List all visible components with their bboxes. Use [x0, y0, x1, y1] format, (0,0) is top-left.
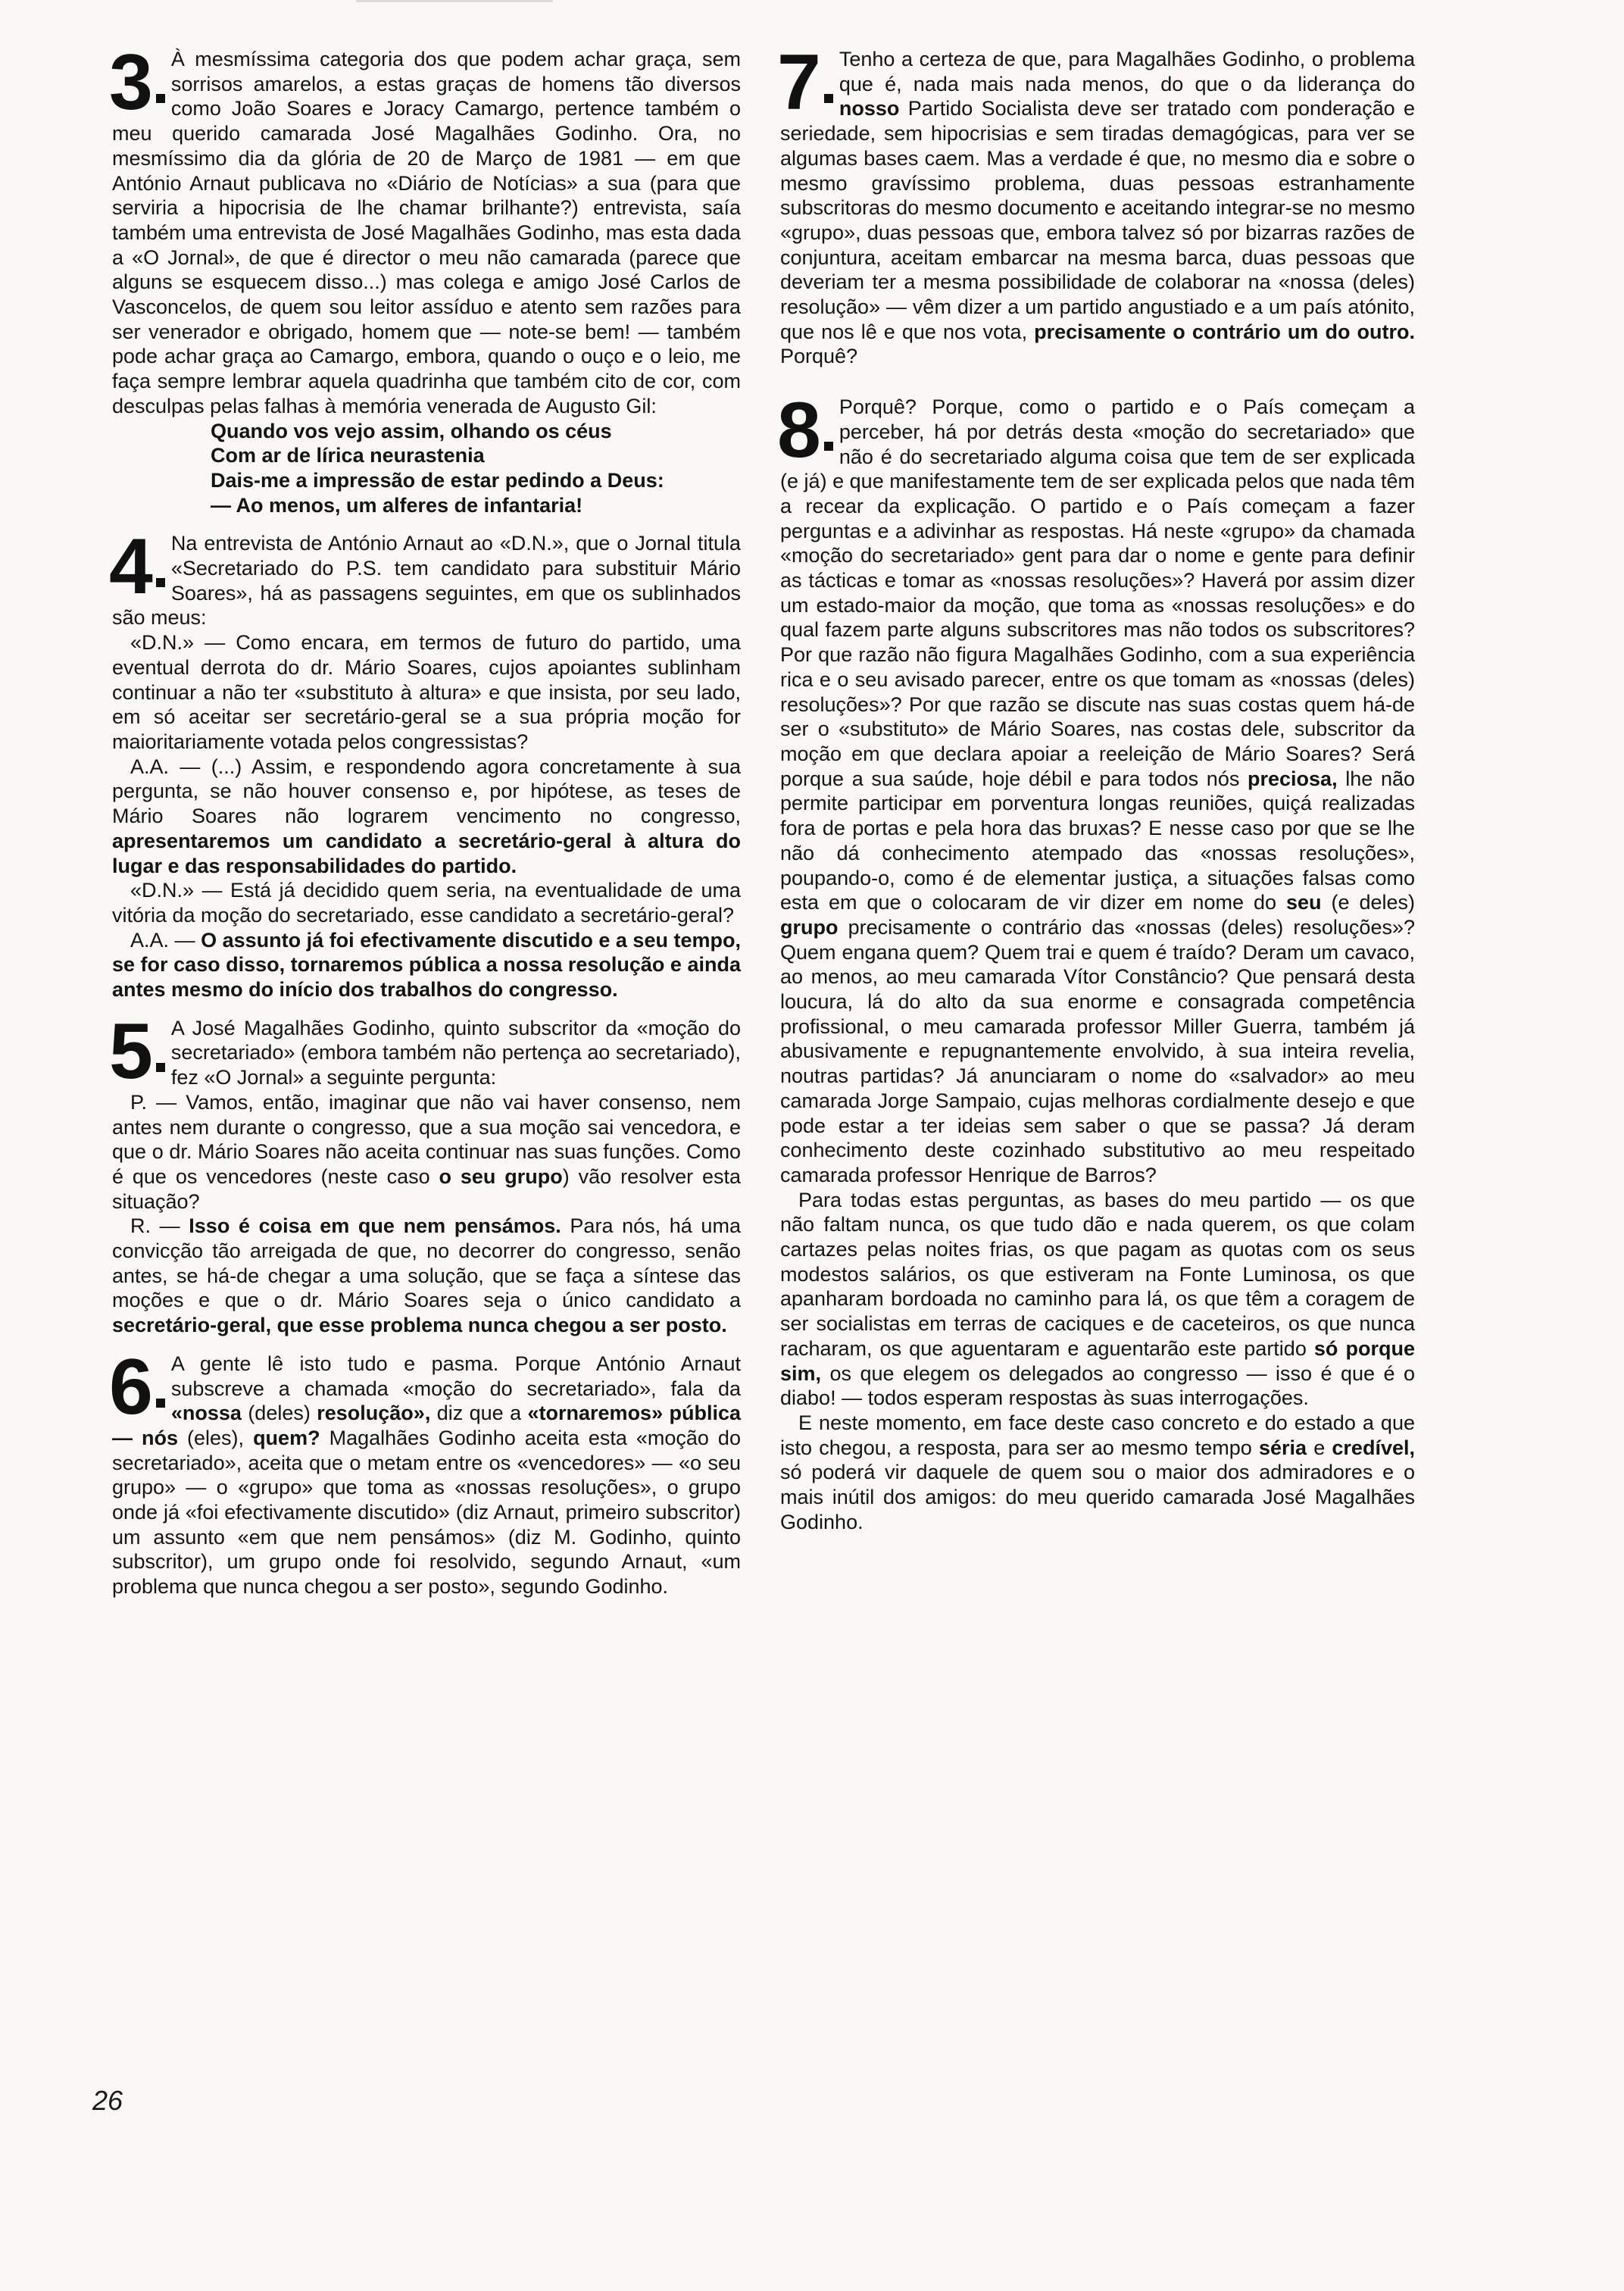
quoted-poem [112, 419, 741, 518]
section-number: 8 [777, 399, 833, 467]
section-number: 4 [109, 536, 165, 604]
interview-answer: A.A. — O assunto já foi efectivamente discutido e a seu tempo, se for caso disso, tornaremos pública a nossa resolução e ainda antes mesmo do início dos trabalhos do congresso. [112, 928, 741, 1002]
interview-question: «D.N.» — Está já decidido quem seria, na eventualidade de uma vitória da moção do secretariado, esse candidato a secretário-geral? [112, 879, 741, 927]
poem-line: Com ar de lírica neurastenia [211, 444, 485, 467]
section-5 [109, 1007, 742, 1338]
scan-top-edge [356, 0, 553, 2]
section-3-text: À mesmíssima categoria dos que podem achar graça, sem sorrisos amarelos, a estas graças de homens tão diversos como João Soares e Joracy Camargo, pertence também o meu querido camarada José Magalhães Godinho. Ora, no mesmíssimo dia da glória de 20 de Março de 1981 — em que António Arnaut publicava no «Diário de Notícias» a sua (para que serviria a hipocrisia de lhe chamar brilhante?) entrevista, saía também uma entrevista de José Magalhães Godinho, mas esta dada a «O Jornal», de que é director o meu não camarada (parece que alguns se esquecem disso...) mas colega e amigo José Carlos de Vasconcelos, de quem sou leitor assíduo e atento sem razões para ser venerador e obrigado, homem que — note-se bem! — também pode achar graça ao Camargo, embora, quando o ouço e o leio, me faça sempre lembrar aquela quadrinha que também cito de cor, com desculpas pelas falhas à memória venerada de Augusto Gil: [112, 48, 741, 417]
left-column [109, 39, 742, 1599]
section-8-conclusion: E neste momento, em face deste caso concreto e do estado a que isto chegou, a resposta, para ser ao mesmo tempo séria e credível, só poderá vir daquele de quem sou o maior dos admiradores e o mais inútil dos amigos: do meu querido camarada José Magalhães Godinho. [780, 1411, 1415, 1533]
section-4-intro: Na entrevista de António Arnaut ao «D.N.», que o Jornal titula «Secretariado do P.S. tem candidato para substituir Mário Soares», há as passagens seguintes, em que os sublinhados são meus: [112, 532, 741, 630]
section-number: 5 [109, 1020, 165, 1089]
right-column [777, 39, 1415, 1534]
section-number: 6 [109, 1356, 165, 1424]
section-8-text: Porquê? Porque, como o partido e o País começam a perceber, há por detrás desta «moção do secretariado» que não é do secretariado alguma coisa que tem de ser explicada (e já) e que manifestamente tem de ser explicada pelos que nada têm a recear da explicação. O partido e o País começam a fazer perguntas e a adivinhar as respostas. Há neste «grupo» da chamada «moção do secretariado» gent para dar o nome e gente para definir as tácticas e tomar as «nossas resoluções»? Haverá por assim dizer um estado-maior da moção, que toma as «nossas resoluções» e do qual fazem parte alguns subscritores mas não todos os subscritores? Por que razão não figura Magalhães Godinho, com a sua experiência rica e o seu avisado parecer, entre os que tomam as «nossas (deles) resoluções»? Por que razão se discute nas suas costas quem há-de ser o «substituto» de Mário Soares, nas costas dele, subscritor da moção em que declara apoiar a reeleição de Mário Soares? Será porque a sua saúde, hoje débil e para todos nós preciosa, lhe não permite participar em porventura longas reuniões, quiçá realizadas fora de portas e pela hora das bruxas? E nesse caso por que se lhe não dá conhecimento atempado das «nossas resoluções», poupando-o, como é de elementar justiça, a situações falsas como esta em que o colocaram de vir dizer em nome do seu (e deles) grupo precisamente o contrário das «nossas (deles) resoluções»? Quem engana quem? Quem trai e quem é traído? Deram um cavaco, ao menos, ao meu camarada Vítor Constâncio? Que pensará desta loucura, lá do alto da sua enorme e consagrada competência profissional, o meu camarada professor Miller Guerra, também já abusivamente e repugnantemente envolvido, à sua inteira revelia, noutras partidas? Já anunciaram o nome do «salvador» ao meu camarada Jorge Sampaio, cujas melhoras cordialmente desejo e que pode estar a ter ideias sem saber o que se passa? Já deram conhecimento deste cozinhado substitutivo ao meu respeitado camarada professor Henrique de Barros? [780, 395, 1415, 1186]
section-7-text: Tenho a certeza de que, para Magalhães Godinho, o problema que é, nada mais nada menos, do que o da liderança do nosso Partido Socialista deve ser tratado com ponderação e seriedade, sem hipocrisias e sem tiradas demagógicas, para ver se algumas bases caem. Mas a verdade é que, no mesmo dia e sobre o mesmo gravíssimo problema, duas pessoas estranhamente subscritoras do mesmo documento e aceitando integrar-se no mesmo «grupo», duas pessoas que, embora talvez só por bizarras razões de conjuntura, aceitam embarcar na mesma barca, duas pessoas que deveriam ter a mesma possibilidade de colaborar na «nossa (deles) resolução» — vêm dizer a um partido angustiado e a um país atónito, que nos lê e que nos vota, precisamente o contrário um do outro. Porquê? [780, 48, 1415, 368]
section-6-text: A gente lê isto tudo e pasma. Porque António Arnaut subscreve a chamada «moção do secretariado», fala da «nossa (deles) resolução», diz que a «tornaremos» pública — nós (eles), quem? Magalhães Godinho aceita esta «moção do secretariado», aceita que o metam entre os «vencedores» — «o seu grupo» — o «grupo» que toma as «nossas resoluções», o grupo onde já «foi efectivamente discutido» (diz Arnaut, primeiro subscritor) um assunto «em que nem pensámos» (diz M. Godinho, quinto subscritor), um grupo onde foi resolvido, segundo Arnaut, «um problema que nunca chegou a ser posto», segundo Godinho. [112, 1352, 741, 1599]
section-8 [777, 386, 1415, 1534]
section-8-paragraph: Para todas estas perguntas, as bases do meu partido — os que não faltam nunca, os que tudo dão e nada querem, os que colam cartazes pelas noites frias, os que pagam as quotas com os seus modestos salários, os que estiveram na Fonte Luminosa, os que apanharam bordoada no caminho para lá, os que têm a coragem de ser socialistas em terras de caciques e de caceteiros, os que nunca racharam, os que aguentaram e aguentarão este partido só porque sim, os que elegem os delegados ao congresso — isso é que é o diabo! — todos esperam respostas às suas interrogações. [780, 1188, 1415, 1410]
section-4 [109, 523, 741, 1002]
interview-question: P. — Vamos, então, imaginar que não vai haver consenso, nem antes nem durante o congresso, que a sua moção sai vencedora, e que o dr. Mário Soares não aceita continuar nas suas funções. Como é que os vencedores (neste caso o seu grupo) vão resolver esta situação? [112, 1090, 742, 1213]
poem-line: Dais-me a impressão de estar pedindo a Deus: [211, 468, 664, 492]
interview-answer: R. — Isso é coisa em que nem pensámos. Para nós, há uma convicção tão arreigada de que, no decorrer do congresso, senão antes, se há-de chegar a uma solução, que se faça a síntese das moções e que o dr. Mário Soares seja o único candidato a secretário-geral, que esse problema nunca chegou a ser posto. [112, 1214, 741, 1337]
section-7 [777, 39, 1415, 369]
section-number: 7 [777, 52, 833, 120]
interview-question: «D.N.» — Como encara, em termos de futuro do partido, uma eventual derrota do dr. Mário Soares, cujos apoiantes sublinham continuar a não ter «substituto à altura» e que insista, por seu lado, em só aceitar ser secretário-geral se a sua própria moção for maioritariamente votada pelos congressistas? [112, 631, 741, 753]
interview-answer: A.A. — (...) Assim, e respondendo agora concretamente à sua pergunta, se não houver consenso e, por hipótese, as teses de Mário Soares não lograrem vencimento no congresso, apresentaremos um candidato a secretário-geral à altura do lugar e das responsabilidades do partido. [112, 755, 741, 877]
page-number: 26 [92, 2085, 123, 2116]
poem-line: Quando vos vejo assim, olhando os céus [211, 419, 612, 442]
section-3 [109, 39, 741, 517]
section-5-intro: A José Magalhães Godinho, quinto subscritor da «moção do secretariado» (embora também não pertença ao secretariado), fez «O Jornal» a seguinte pergunta: [170, 1016, 741, 1089]
poem-line: — Ao menos, um alferes de infantaria! [211, 493, 583, 517]
section-number: 3 [109, 52, 165, 120]
section-6 [109, 1342, 741, 1599]
